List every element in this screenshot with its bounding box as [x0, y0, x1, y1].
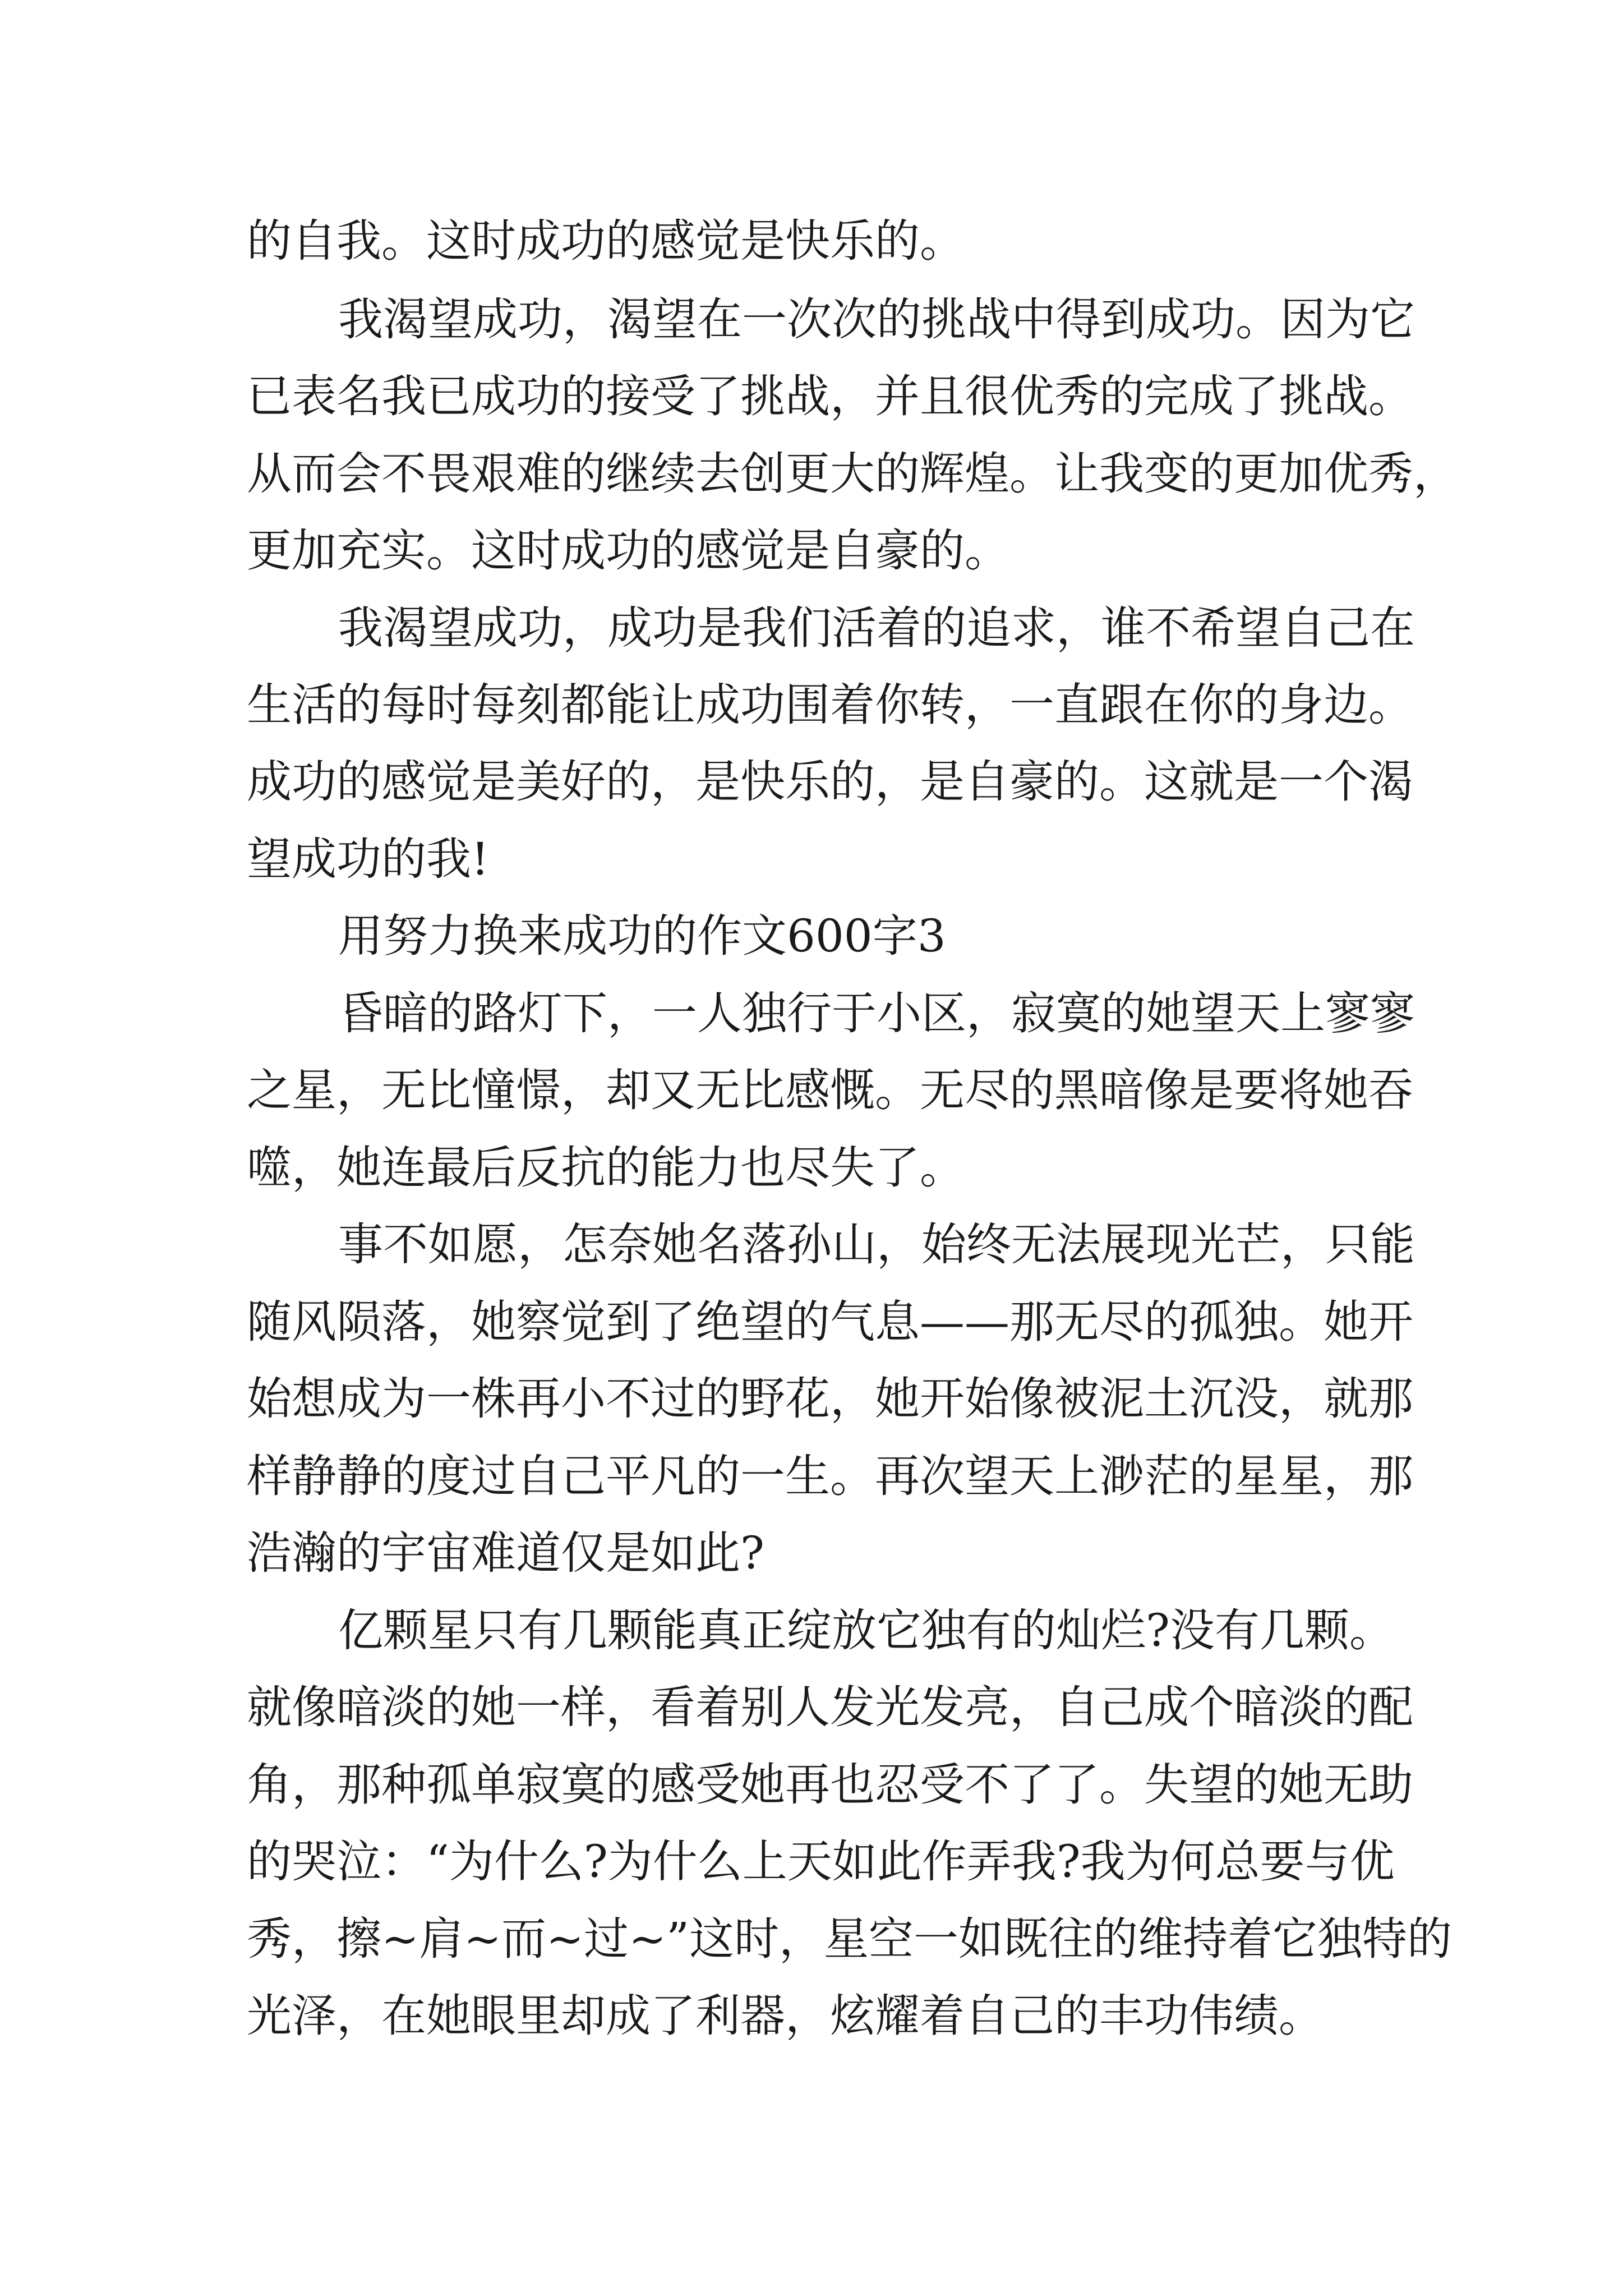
text-line: 之星，无比憧憬，却又无比感慨。无尽的黑暗像是要将她吞: [247, 1064, 1413, 1116]
text-line: 样静静的度过自己平凡的一生。再次望天上渺茫的星星，那: [247, 1450, 1413, 1502]
text-line: 随风陨落，她察觉到了绝望的气息——那无尽的孤独。她开: [247, 1296, 1413, 1348]
paragraph-start-line: 事不如愿，怎奈她名落孙山，始终无法展现光芒，只能: [338, 1218, 1415, 1271]
text-line: 望成功的我!: [247, 833, 490, 885]
text-line: 更加充实。这时成功的感觉是自豪的。: [247, 524, 1009, 577]
paragraph-start-line: 亿颗星只有几颗能真正绽放它独有的灿烂?没有几颗。: [338, 1604, 1394, 1657]
text-line: 的自我。这时成功的感觉是快乐的。: [247, 215, 965, 267]
text-line: 已表名我已成功的接受了挑战，并且很优秀的完成了挑战。: [247, 370, 1413, 422]
text-line: 浩瀚的宇宙难道仅是如此?: [247, 1527, 764, 1579]
text-line: 从而会不畏艰难的继续去创更大的辉煌。让我变的更加优秀，: [247, 448, 1458, 500]
paragraph-start-line: 昏暗的路灯下，一人独行于小区，寂寞的她望天上寥寥: [338, 987, 1415, 1039]
text-line: 噬，她连最后反抗的能力也尽失了。: [247, 1142, 965, 1194]
text-line: 的哭泣：“为什么?为什么上天如此作弄我?我为何总要与优: [247, 1835, 1395, 1888]
text-line: 光泽，在她眼里却成了利器，炫耀着自己的丰功伟绩。: [247, 1990, 1324, 2042]
text-line: 成功的感觉是美好的，是快乐的，是自豪的。这就是一个渴: [247, 756, 1413, 808]
text-line: 就像暗淡的她一样，看着别人发光发亮，自己成个暗淡的配: [247, 1681, 1413, 1733]
paragraph-start-line: 我渴望成功，渴望在一次次的挑战中得到成功。因为它: [338, 293, 1415, 346]
section-heading: 用努力换来成功的作文600字3: [338, 910, 946, 962]
text-line: 始想成为一株再小不过的野花，她开始像被泥土沉没，就那: [247, 1373, 1413, 1425]
paragraph-start-line: 我渴望成功，成功是我们活着的追求，谁不希望自己在: [338, 602, 1415, 654]
text-line: 角，那种孤单寂寞的感受她再也忍受不了了。失望的她无助: [247, 1759, 1413, 1811]
text-line: 秀，擦~肩~而~过~”这时，星空一如既往的维持着它独特的: [247, 1913, 1453, 1965]
text-line: 生活的每时每刻都能让成功围着你转，一直跟在你的身边。: [247, 679, 1413, 731]
